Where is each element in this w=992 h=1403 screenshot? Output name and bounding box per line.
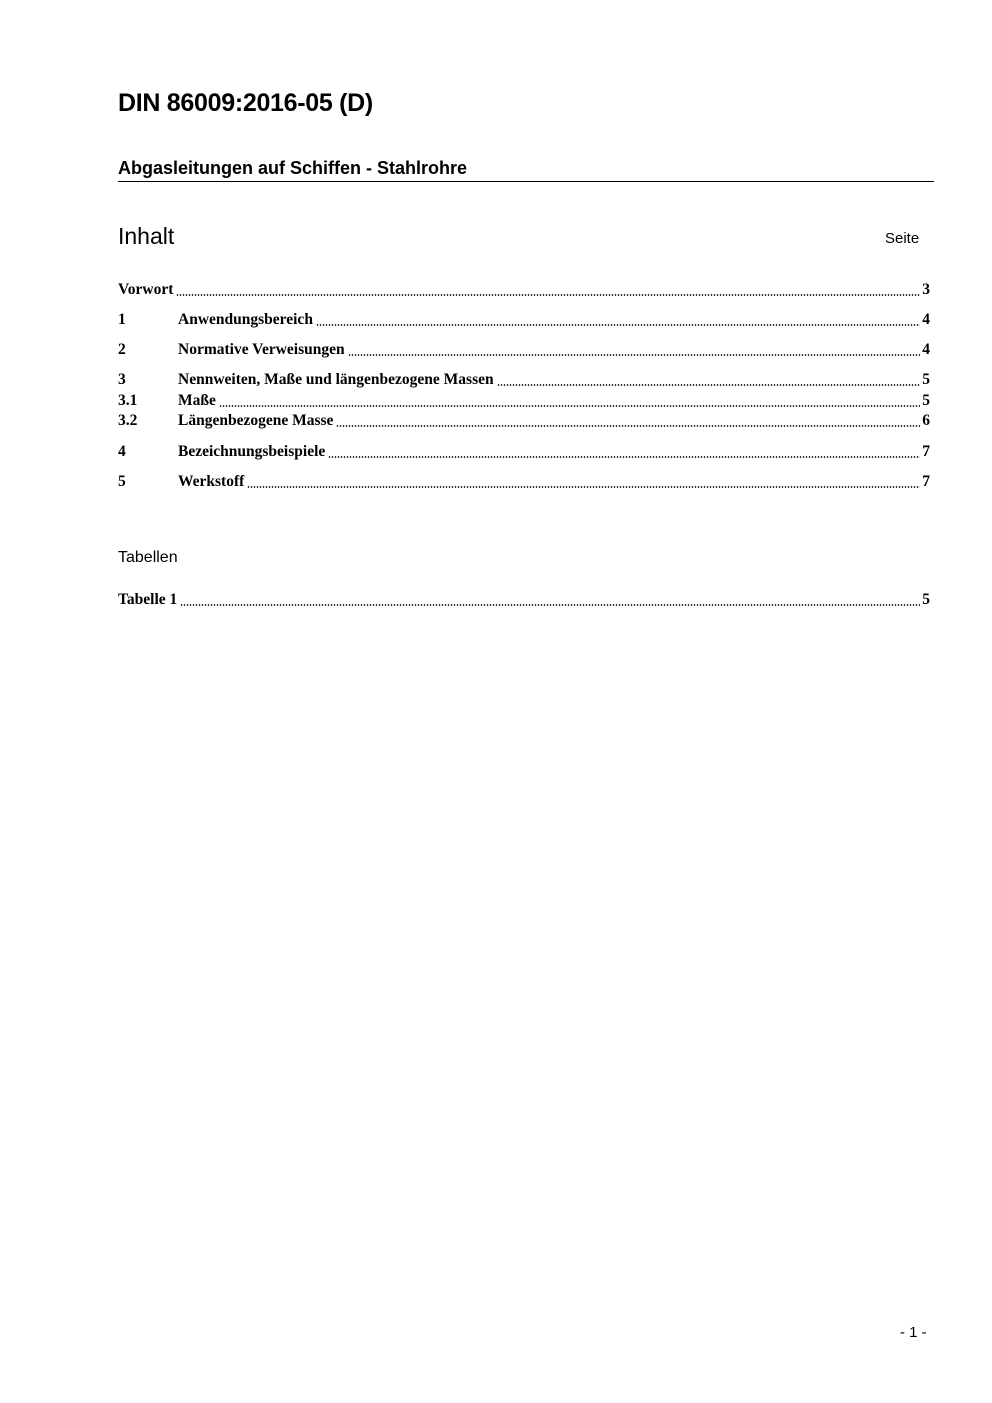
- toc-entry-number: 3.1: [118, 392, 138, 409]
- toc-entry-5[interactable]: [118, 472, 930, 492]
- toc-dot-leader: [180, 604, 920, 606]
- toc-entry-1[interactable]: [118, 310, 930, 330]
- toc-entry-number: 3.2: [118, 412, 138, 429]
- toc-entry-page: 5: [922, 392, 930, 409]
- toc-dot-leader: [497, 384, 921, 386]
- toc-entry-page: 7: [922, 473, 930, 490]
- toc-entry-page: 4: [922, 311, 930, 328]
- toc-entry-number: 2: [118, 341, 126, 358]
- toc-dot-leader: [176, 294, 920, 296]
- toc-entry-number: 3: [118, 371, 126, 388]
- toc-entry-label: Vorwort: [118, 281, 174, 298]
- toc-entry-label: Werkstoff: [178, 473, 245, 490]
- toc-dot-leader: [247, 486, 920, 488]
- toc-entry-label: Längenbezogene Masse: [178, 412, 334, 429]
- toc-dot-leader: [348, 354, 921, 356]
- toc-entry-vorwort[interactable]: [118, 280, 930, 300]
- tables-entry-label: Tabelle 1: [118, 591, 178, 608]
- toc-entry-label: Maße: [178, 392, 216, 409]
- toc-entry-page: 3: [922, 281, 930, 298]
- toc-entry-label: Normative Verweisungen: [178, 341, 345, 358]
- toc-dot-leader: [328, 456, 920, 458]
- toc-entry-2[interactable]: [118, 340, 930, 360]
- tables-heading: Tabellen: [118, 549, 178, 566]
- toc-entry-3-2[interactable]: [118, 411, 930, 431]
- toc-entry-number: 5: [118, 473, 126, 490]
- toc-entry-4[interactable]: [118, 442, 930, 462]
- toc-entry-number: 4: [118, 443, 126, 460]
- toc-entry-label: Bezeichnungsbeispiele: [178, 443, 326, 460]
- tables-entry-tabelle-1[interactable]: [118, 590, 930, 610]
- document-subtitle: Abgasleitungen auf Schiffen - Stahlrohre: [118, 158, 934, 182]
- toc-entry-label: Anwendungsbereich: [178, 311, 313, 328]
- toc-entry-page: 4: [922, 341, 930, 358]
- toc-dot-leader: [316, 324, 920, 326]
- toc-entry-3[interactable]: [118, 370, 930, 390]
- toc-entry-label: Nennweiten, Maße und längenbezogene Massen: [178, 371, 494, 388]
- tables-entry-page: 5: [922, 591, 930, 608]
- toc-page-column-label: Seite: [885, 230, 920, 247]
- toc-heading: Inhalt: [118, 223, 175, 249]
- page-number: - 1 -: [900, 1324, 927, 1341]
- toc-dot-leader: [336, 425, 920, 427]
- toc-entry-number: 1: [118, 311, 126, 328]
- toc-entry-page: 5: [922, 371, 930, 388]
- document-title: DIN 86009:2016-05 (D): [118, 89, 373, 117]
- toc-dot-leader: [219, 405, 920, 407]
- toc-entry-3-1[interactable]: [118, 391, 930, 411]
- toc-entry-page: 6: [922, 412, 930, 429]
- toc-entry-page: 7: [922, 443, 930, 460]
